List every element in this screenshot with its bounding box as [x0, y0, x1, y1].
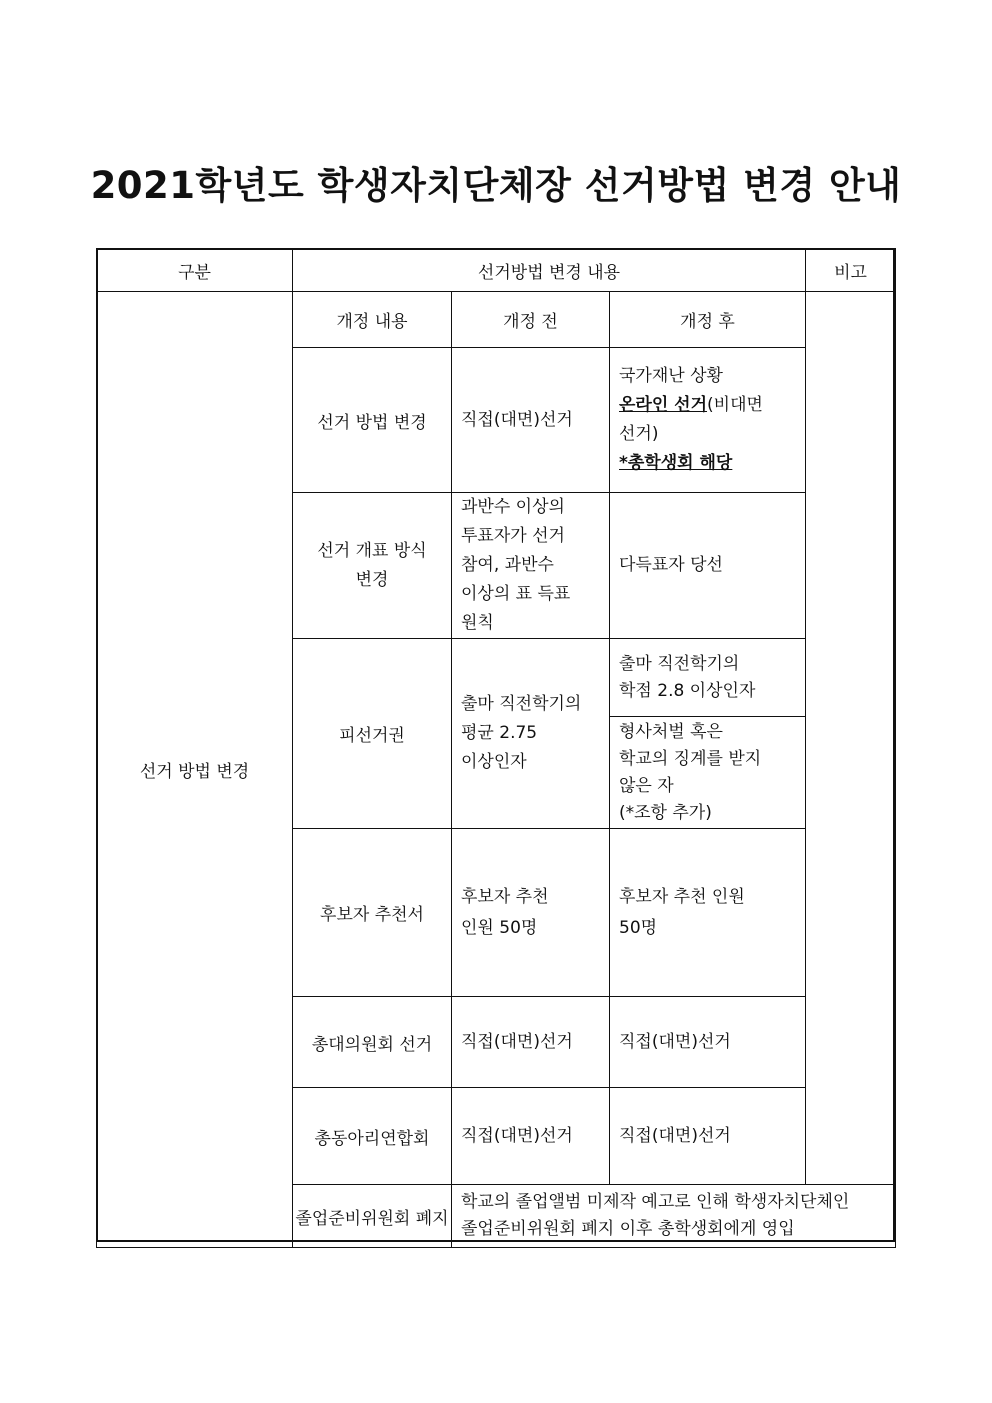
before-line: 참여, 과반수 [461, 555, 554, 575]
header-remarks: 비고 [806, 249, 896, 292]
subheader-item: 개정 내용 [293, 292, 452, 348]
row-item: 후보자 추천서 [293, 829, 452, 997]
row-after [610, 829, 806, 997]
row-before: 직접(대면)선거 [452, 997, 610, 1088]
after-line: 형사처벌 혹은 [619, 721, 723, 742]
after-line: 학점 2.8 이상인자 [619, 680, 756, 701]
section-label: 선거 방법 변경 [97, 292, 293, 1248]
before-line: 이상인자 [461, 752, 527, 772]
row-after-gpa [610, 639, 806, 717]
row-item: 피선거권 [293, 639, 452, 829]
row-after: 직접(대면)선거 [610, 997, 806, 1088]
header-category: 구분 [97, 249, 293, 292]
row-item-line: 선거 개표 방식 [317, 540, 427, 561]
after-line: 국가재난 상황 [619, 366, 723, 386]
row-item: 선거 방법 변경 [293, 348, 452, 493]
table-subheader-row [97, 292, 896, 348]
row-before: 직접(대면)선거 [452, 348, 610, 493]
row-before [452, 493, 610, 639]
remarks-cell [806, 292, 896, 1185]
after-line: 학교의 징계를 받지 [619, 748, 762, 769]
before-line: 인원 50명 [461, 917, 538, 938]
after-line [619, 391, 805, 420]
after-line: 선거) [619, 424, 659, 444]
online-election-emphasis: 온라인 선거 [619, 395, 708, 415]
row-after: 다득표자 당선 [610, 493, 806, 639]
row-after [610, 348, 806, 493]
subheader-after: 개정 후 [610, 292, 806, 348]
row-after-discipline [610, 717, 806, 829]
subheader-before: 개정 전 [452, 292, 610, 348]
before-line: 과반수 이상의 [461, 497, 565, 517]
row-before: 직접(대면)선거 [452, 1088, 610, 1185]
row-after: 직접(대면)선거 [610, 1088, 806, 1185]
before-line: 이상의 표 득표 [461, 584, 571, 604]
before-line: 평균 2.75 [461, 723, 538, 743]
row-before [452, 639, 610, 829]
before-line: 투표자가 선거 [461, 526, 565, 546]
row-item: 총동아리연합회 [293, 1088, 452, 1185]
election-change-table [96, 248, 896, 1248]
after-line: (*조항 추가) [619, 802, 712, 823]
after-line: 출마 직전학기의 [619, 653, 740, 674]
table-header-row [97, 249, 896, 292]
before-line: 원칙 [461, 613, 494, 633]
content-line: 졸업준비위원회 폐지 이후 총학생회에게 영입 [461, 1219, 795, 1239]
after-line: 후보자 추천 인원 [619, 886, 745, 907]
header-content: 선거방법 변경 내용 [293, 249, 806, 292]
last-row-category: 졸업준비위원회 폐지 [293, 1185, 452, 1248]
after-line: 않은 자 [619, 775, 674, 796]
row-before [452, 829, 610, 997]
before-line: 후보자 추천 [461, 886, 549, 907]
after-line: 50명 [619, 917, 658, 938]
row-item-line: 변경 [355, 569, 389, 590]
student-council-note: *총학생회 해당 [619, 453, 733, 473]
document-title: 2021학년도 학생자치단체장 선거방법 변경 안내 [90, 164, 902, 207]
row-item [293, 493, 452, 639]
before-line: 출마 직전학기의 [461, 694, 582, 714]
last-row-content [452, 1185, 896, 1248]
content-line: 학교의 졸업앨범 미제작 예고로 인해 학생자치단체인 [461, 1192, 850, 1212]
row-item: 총대의원회 선거 [293, 997, 452, 1088]
after-line-rest: (비대면 [707, 395, 763, 415]
